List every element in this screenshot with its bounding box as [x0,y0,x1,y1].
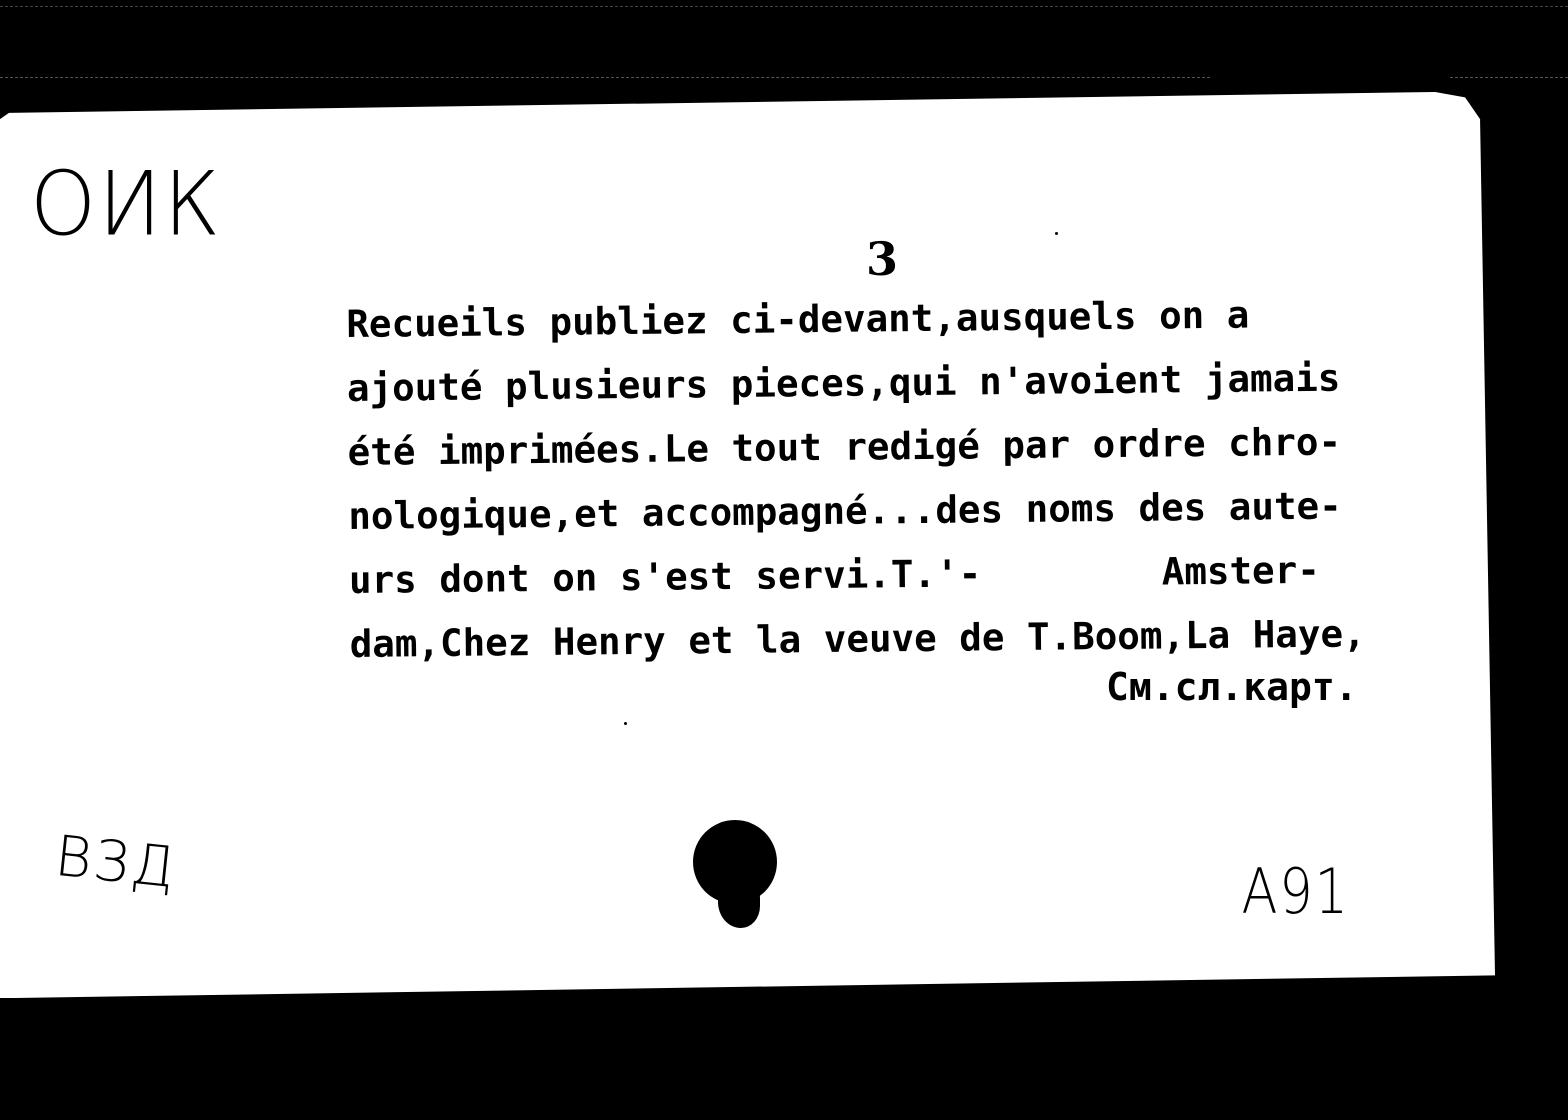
handwritten-collection-code: ВЗД [51,823,180,902]
scan-edge-line [0,77,1210,78]
typed-line: nologique,et accompagné...des noms des aute- [348,483,1342,538]
typed-line: urs dont on s'est servi.T.'- Amster- [348,547,1321,602]
handwritten-call-number: А91 [1241,855,1350,928]
cross-reference: См.сл.карт. [1106,665,1358,709]
speck [624,722,627,725]
typed-line: été imprimées.Le tout redigé par ordre chro- [347,419,1342,474]
handwritten-shelf-code: ОИК [30,152,223,256]
typed-line: Recueils publiez ci-devant,ausquels on a [346,292,1250,346]
speck [1055,232,1058,235]
typed-line: ajouté plusieurs pieces,qui n'avoient jamais [346,355,1341,410]
card-number: 3 [866,232,899,286]
typed-description [346,280,1480,676]
punch-hole-tear [718,880,760,928]
scan-edge-top [0,6,1568,8]
scan-edge-line [1450,77,1568,78]
typed-line: dam,Chez Henry et la veuve de T.Boom,La Haye, [349,611,1366,666]
